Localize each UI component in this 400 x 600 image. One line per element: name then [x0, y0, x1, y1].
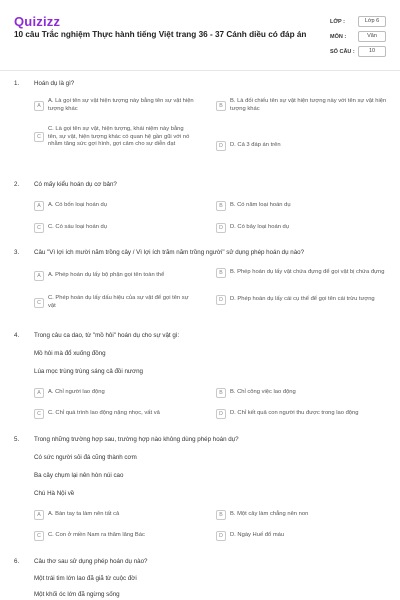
- subject-value: Văn: [358, 31, 386, 42]
- option-letter: A: [34, 388, 44, 398]
- option-text: C. Chỉ quá trình lao động nặng nhọc, vất vả: [48, 410, 160, 417]
- option-text: B. Là đối chiếu tên sự vật hiện tượng này với tên sự vật hiện tượng khác: [230, 98, 387, 112]
- question-text: Hoán dụ là gì?: [34, 80, 75, 87]
- option-letter: D: [216, 295, 226, 305]
- option-text: B. Một cây làm chẳng nên non: [230, 511, 309, 518]
- option-letter: B: [216, 510, 226, 520]
- option-b[interactable]: [216, 98, 388, 113]
- quizizz-logo: [14, 14, 88, 28]
- subject-row: [330, 29, 388, 44]
- option-text: C. Có sáu loại hoán dụ: [48, 224, 107, 231]
- option-letter: A: [34, 201, 44, 211]
- question-text: Trong câu ca dao, từ "mồ hôi" hoán dụ cho sự vật gì:: [34, 332, 180, 339]
- option-letter: C: [34, 298, 44, 308]
- quote-line: Ba cây chụm lại nên hòn núi cao: [34, 472, 124, 479]
- option-letter: D: [216, 531, 226, 541]
- worksheet-title: 10 câu Trắc nghiệm Thực hành tiếng Việt trang 36 - 37 Cánh diều có đáp án: [14, 30, 307, 39]
- option-letter: C: [34, 132, 44, 142]
- question-number: 6.: [14, 558, 20, 565]
- question-number: 2.: [14, 181, 20, 188]
- option-text: C. Con ở miền Nam ra thăm lăng Bác: [48, 532, 145, 539]
- worksheet-header: [0, 0, 400, 66]
- option-a[interactable]: [34, 510, 194, 520]
- option-a[interactable]: [34, 388, 194, 398]
- option-d[interactable]: [216, 295, 388, 305]
- question-text: Có mấy kiểu hoán dụ cơ bản?: [34, 181, 117, 188]
- option-c[interactable]: [34, 295, 194, 310]
- option-letter: A: [34, 271, 44, 281]
- subject-label: MÔN :: [330, 33, 347, 40]
- question-text: Trong những trường hợp sau, trường hợp nào không dùng phép hoán dụ?: [34, 436, 239, 443]
- quote-line: Một trái tim lớn lao đã giã từ cuộc đời: [34, 575, 137, 582]
- option-letter: B: [216, 268, 226, 278]
- question-text: Câu thơ sau sử dụng phép hoán dụ nào?: [34, 558, 148, 565]
- question-number: 1.: [14, 80, 20, 87]
- option-text: D. Chỉ kết quả con người thu được trong lao động: [230, 410, 359, 417]
- quote-line: Chú Hà Nội về: [34, 490, 75, 497]
- option-text: D. Ngày Huế đổ máu: [230, 532, 285, 539]
- option-d[interactable]: [216, 141, 388, 151]
- count-value: 10: [358, 46, 386, 57]
- option-text: B. Có năm loại hoán dụ: [230, 202, 291, 209]
- question-number: 4.: [14, 332, 20, 339]
- option-c[interactable]: [34, 126, 194, 149]
- option-text: C. Phép hoán dụ lấy dấu hiệu của sự vật để gọi tên sự vật: [48, 295, 189, 309]
- option-letter: D: [216, 223, 226, 233]
- option-text: A. Chỉ người lao động: [48, 389, 105, 396]
- option-text: C. Là gọi tên sự vật, hiện tượng, khái niệm này bằng tên, sự vật, hiện tượng khác có quan hệ gần gũi với nó nhằm tăng sức gợi hình, gợi cảm cho sự diễn đạt: [48, 126, 190, 147]
- option-d[interactable]: [216, 531, 388, 541]
- option-b[interactable]: [216, 510, 388, 520]
- option-text: A. Bàn tay ta làm nên tất cả: [48, 511, 120, 518]
- option-text: A. Là gọi tên sự vật hiện tượng này bằng tên sự vật hiện tượng khác: [48, 98, 194, 112]
- option-b[interactable]: [216, 388, 388, 398]
- option-letter: B: [216, 101, 226, 111]
- option-a[interactable]: [34, 201, 194, 211]
- question-text: Câu "Vì lợi ích mười năm trồng cây / Vì lợi ích trăm năm trồng người" sử dụng phép hoán dụ nào?: [34, 249, 305, 256]
- option-text: B. Chỉ công việc lao động: [230, 389, 296, 396]
- option-text: A. Có bốn loại hoán dụ: [48, 202, 107, 209]
- count-label: SỐ CÂU :: [330, 48, 355, 55]
- option-text: A. Phép hoán dụ lấy bộ phận gọi tên toàn thể: [48, 272, 165, 279]
- grade-label: LỚP :: [330, 18, 345, 25]
- question-number: 3.: [14, 249, 20, 256]
- option-c[interactable]: [34, 223, 194, 233]
- quote-line: Lúa mọc trùng trùng sáng cả đồi nương: [34, 368, 143, 375]
- quote-line: Một khối óc lớn đã ngừng sống: [34, 591, 120, 598]
- option-letter: D: [216, 409, 226, 419]
- logo-text: Quizizz: [14, 13, 61, 29]
- option-letter: B: [216, 388, 226, 398]
- option-b[interactable]: [216, 268, 388, 278]
- question-number: 5.: [14, 436, 20, 443]
- quote-line: Mồ hôi mà đổ xuống đồng: [34, 350, 106, 357]
- option-letter: D: [216, 141, 226, 151]
- option-letter: B: [216, 201, 226, 211]
- option-a[interactable]: [34, 98, 194, 113]
- option-text: D. Cả 3 đáp án trên: [230, 142, 281, 149]
- grade-value: Lớp 6: [358, 16, 386, 27]
- option-d[interactable]: [216, 409, 388, 419]
- option-letter: C: [34, 531, 44, 541]
- option-c[interactable]: [34, 409, 194, 419]
- option-b[interactable]: [216, 201, 388, 211]
- worksheet-meta: [330, 14, 388, 59]
- option-letter: C: [34, 223, 44, 233]
- option-a[interactable]: [34, 271, 194, 281]
- option-letter: C: [34, 409, 44, 419]
- quote-line: Có sức người sỏi đá cũng thành cơm: [34, 454, 137, 461]
- option-d[interactable]: [216, 223, 388, 233]
- option-text: D. Có bảy loại hoán dụ: [230, 224, 289, 231]
- option-letter: A: [34, 510, 44, 520]
- option-text: B. Phép hoán dụ lấy vật chứa đựng để gọi vật bị chứa đựng: [230, 269, 385, 276]
- grade-row: [330, 14, 388, 29]
- option-letter: A: [34, 101, 44, 111]
- option-c[interactable]: [34, 531, 194, 541]
- header-divider: [0, 70, 400, 71]
- option-text: D. Phép hoán dụ lấy cái cụ thể để gọi tên cái trừu tượng: [230, 296, 375, 303]
- count-row: [330, 44, 388, 59]
